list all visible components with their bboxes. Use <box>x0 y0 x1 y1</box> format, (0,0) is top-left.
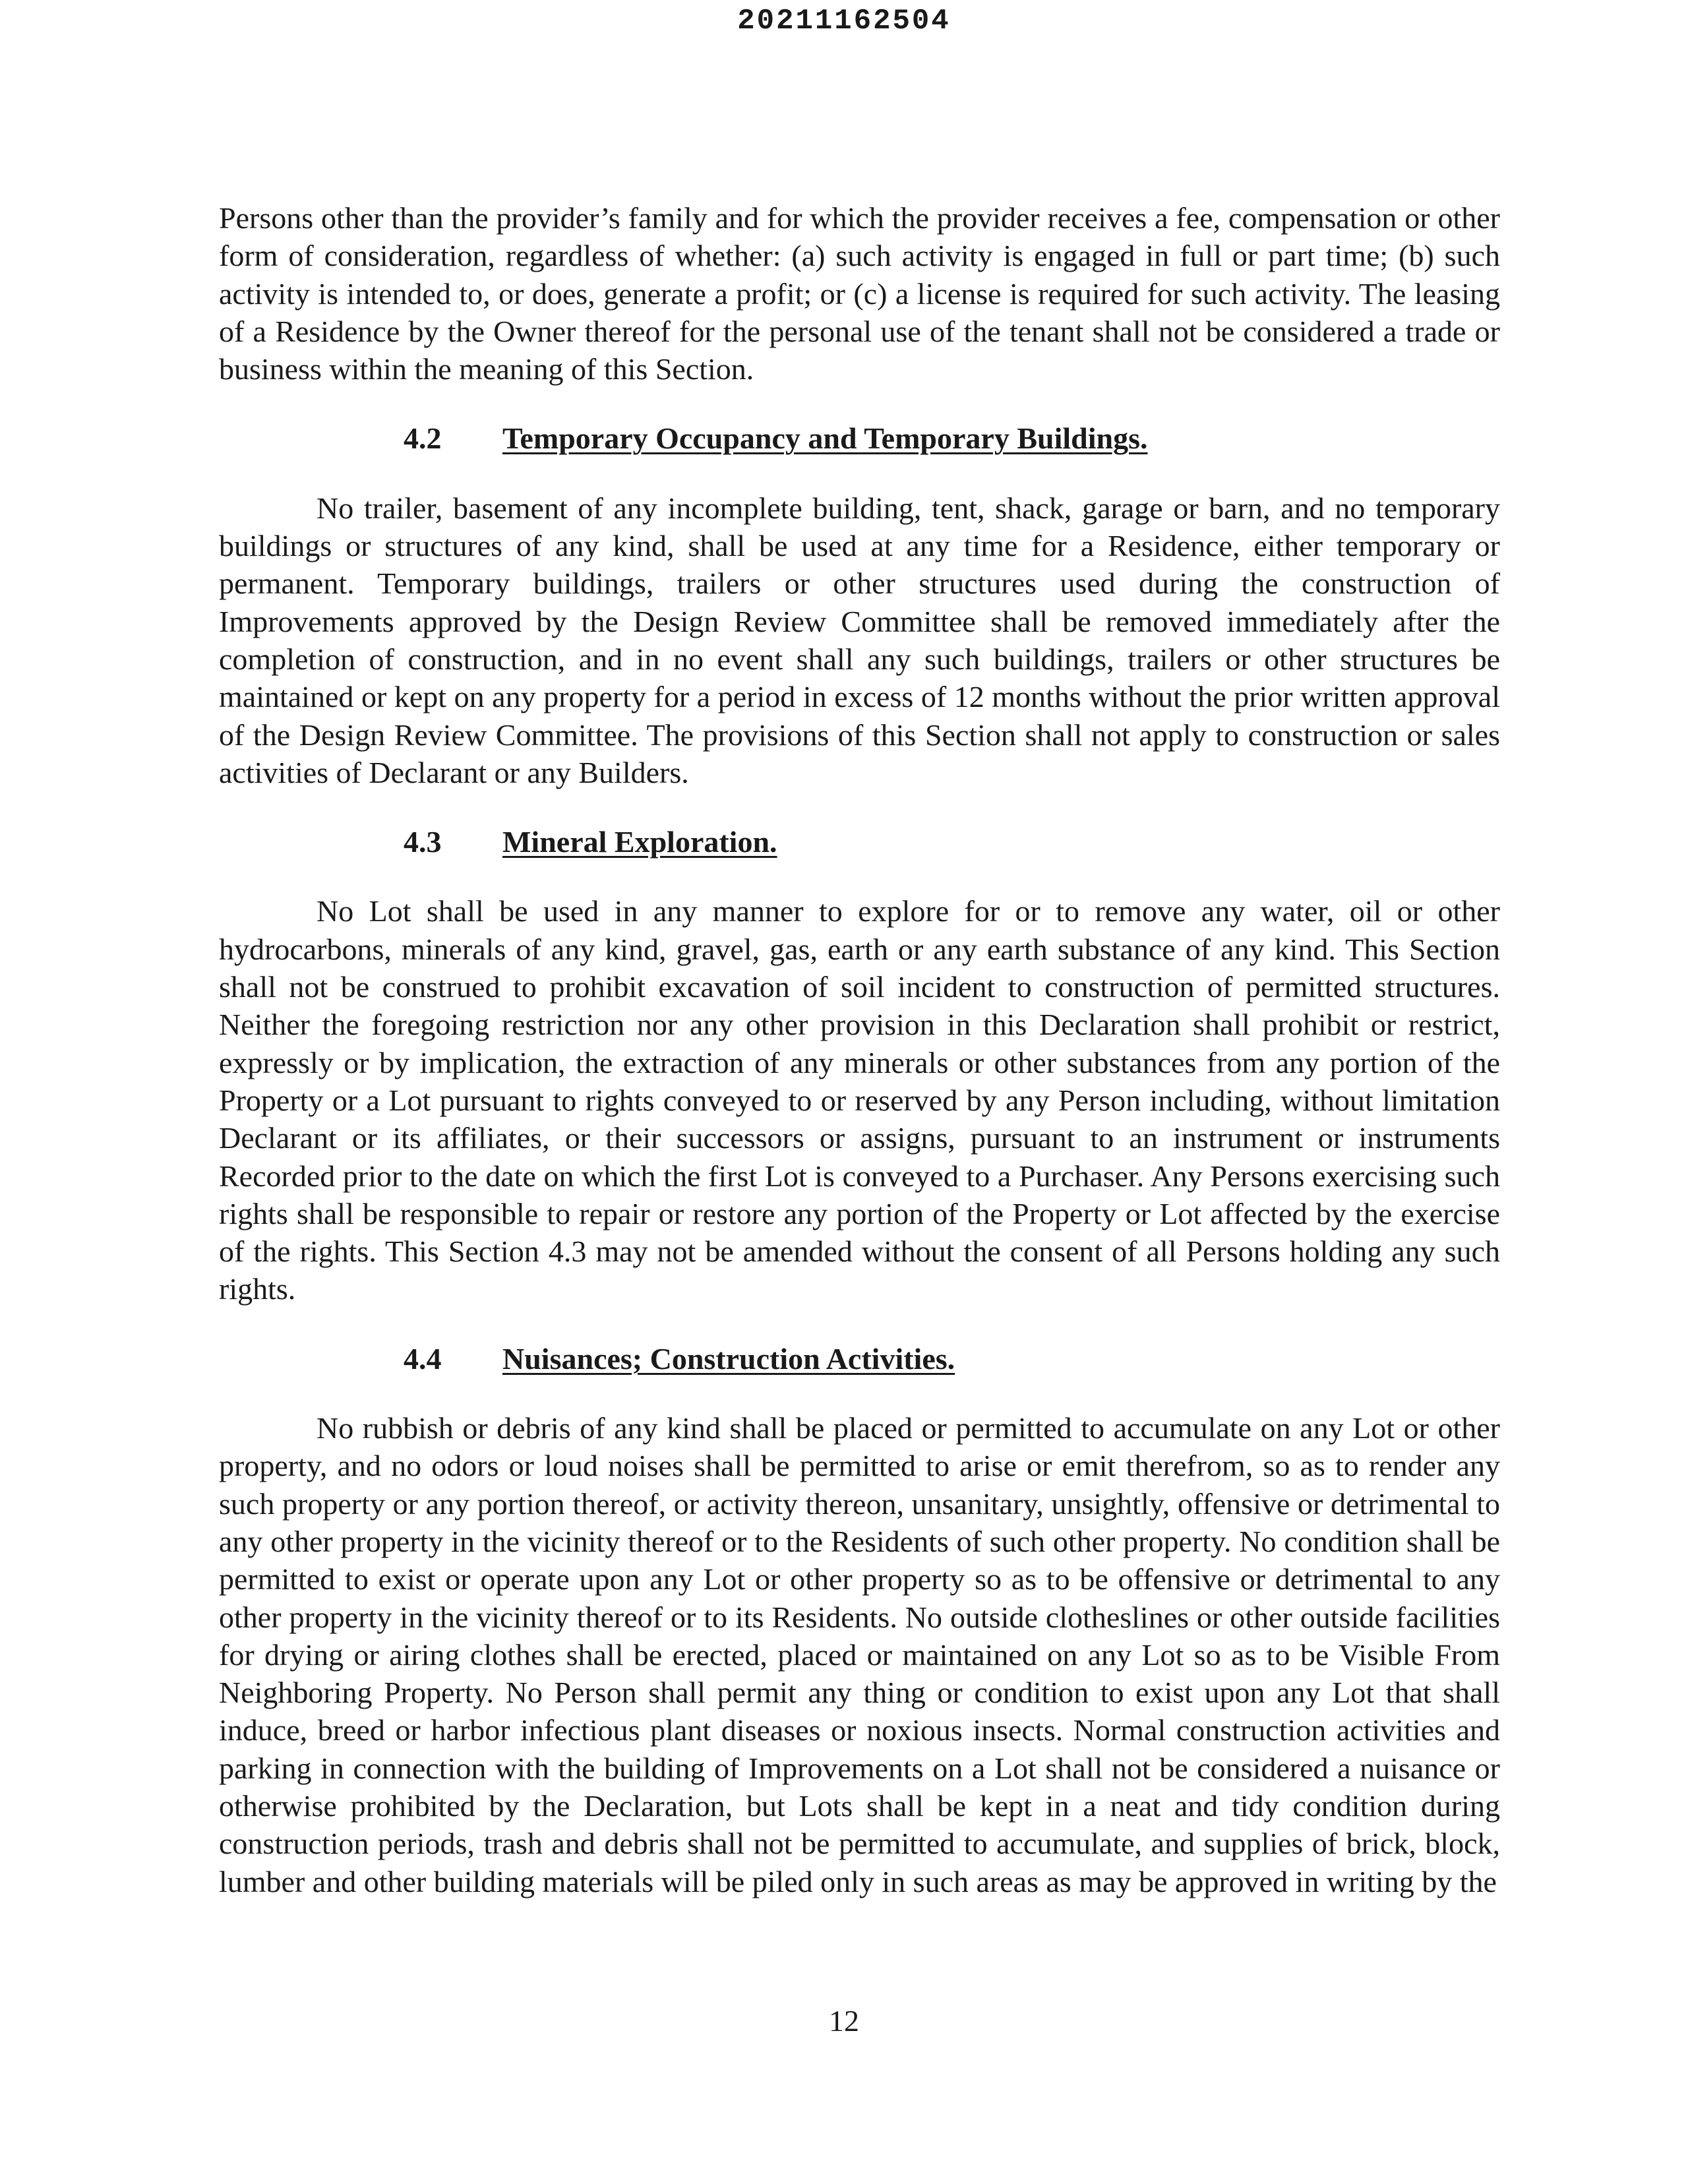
section-4-4-text: No rubbish or debris of any kind shall be placed or permitted to accumulate on any Lot or other property, and no odors or loud noises shall be permitted to arise or emit therefrom, so as to render any such property or any portion thereof, or activity thereon, unsanitary, unsightly, offensive or detrimental to any other property in the vicinity thereof or to the Residents of such other property. No condition shall be permitted to exist or operate upon any Lot or other property so as to be offensive or detrimental to any other property in the vicinity thereof or to its Residents. No outside clotheslines or other outside facilities for drying or airing clothes shall be erected, placed or maintained on any Lot so as to be Visible From Neighboring Property. No Person shall permit any thing or condition to exist upon any Lot that shall induce, breed or harbor infectious plant diseases or noxious insects. Normal construction activities and parking in connection with the building of Improvements on a Lot shall not be considered a nuisance or otherwise prohibited by the Declaration, but Lots shall be kept in a neat and tidy condition during construction periods, trash and debris shall not be permitted to accumulate, and supplies of brick, block, lumber and other building materials will be piled only in such areas as may be approved in writing by the <box>219 1411 1500 1898</box>
section-4-3-text: No Lot shall be used in any manner to explore for or to remove any water, oil or other hydrocarbons, minerals of any kind, gravel, gas, earth or any earth substance of any kind. This Section shall not be construed to prohibit excavation of soil incident to construction of permitted structures. Neither the foregoing restriction nor any other provision in this Declaration shall prohibit or restrict, expressly or by implication, the extraction of any minerals or other substances from any portion of the Property or a Lot pursuant to rights conveyed to or reserved by any Person including, without limitation Declarant or its affiliates, or their successors or assigns, pursuant to an instrument or instruments Recorded prior to the date on which the first Lot is conveyed to a Purchaser. Any Persons exercising such rights shall be responsible to repair or restore any portion of the Property or Lot affected by the exercise of the rights. This Section 4.3 may not be amended without the consent of all Persons holding any such rights. <box>219 894 1500 1306</box>
section-4-2-text: No trailer, basement of any incomplete building, tent, shack, garage or barn, and no temporary buildings or structures of any kind, shall be used at any time for a Residence, either temporary or permanent. Temporary buildings, trailers or other structures used during the construction of Improvements approved by the Design Review Committee shall be removed immediately after the completion of construction, and in no event shall any such buildings, trailers or other structures be maintained or kept on any property for a period in excess of 12 months without the prior written approval of the Design Review Committee. The provisions of this Section shall not apply to construction or sales activities of Declarant or any Builders. <box>219 491 1500 789</box>
section-4-3-heading <box>219 823 1500 861</box>
page-number: 12 <box>829 2004 859 2038</box>
section-4-4-title: Nuisances; Construction Activities. <box>502 1341 955 1376</box>
section-4-3-number: 4.3 <box>404 825 442 859</box>
page-body <box>219 199 1500 1900</box>
intro-paragraph: Persons other than the provider’s family and for which the provider receives a fee, compensation or other form of consideration, regardless of whether: (a) such activity is engaged in full or part time; (b) such activity is intended to, or does, generate a profit; or (c) a license is required for such activity. The leasing of a Residence by the Owner thereof for the personal use of the tenant shall not be considered a trade or business within the meaning of this Section. <box>219 201 1500 386</box>
section-4-2-title: Temporary Occupancy and Temporary Buildings. <box>502 421 1148 456</box>
section-4-4-number: 4.4 <box>404 1341 442 1376</box>
section-4-2-heading <box>219 419 1500 457</box>
document-number: 20211162504 <box>737 5 951 38</box>
section-4-4-heading <box>219 1340 1500 1378</box>
section-4-3-title: Mineral Exploration. <box>502 825 777 859</box>
section-4-2-number: 4.2 <box>404 421 442 456</box>
